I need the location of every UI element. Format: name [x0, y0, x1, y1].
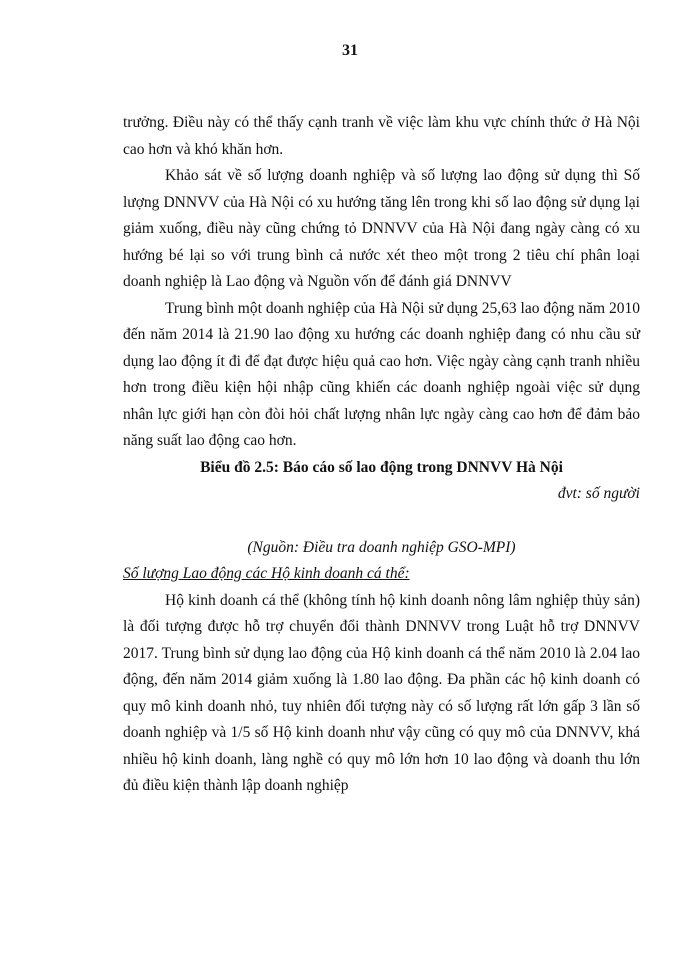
- figure-caption: Biểu đồ 2.5: Báo cáo số lao động trong DNNVV Hà Nội: [200, 458, 563, 476]
- paragraph-2: Khảo sát về số lượng doanh nghiệp và số lượng lao động sử dụng thì Số lượng DNNVV của Hà Nội có xu hướng tăng lên trong khi số lao động sử dụng lại giảm xuống, điều này cũng chứng tỏ DNNVV của Hà Nội đang ngày càng có xu hướng bé lại so với trung bình cả nước xét theo một trong 2 tiêu chí phân loại doanh nghiệp là Lao động và Nguồn vốn để đánh giá DNNVV: [123, 167, 640, 290]
- page-number: 31: [342, 42, 358, 59]
- paragraph-4: Hộ kinh doanh cá thể (không tính hộ kinh doanh nông lâm nghiệp thủy sản) là đối tượng được hỗ trợ chuyển đổi thành DNNVV trong Luật hỗ trợ DNNVV 2017. Trung bình sử dụng lao động của Hộ kinh doanh cá thể năm 2010 là 2.04 lao động, đến năm 2014 giảm xuống là 1.80 lao động. Đa phần các hộ kinh doanh có quy mô kinh doanh nhỏ, tuy nhiên đối tượng này có số lượng rất lớn gấp 3 lần số doanh nghiệp và 1/5 số Hộ kinh doanh như vậy cũng có quy mô của DNNVV, khá nhiều hộ kinh doanh, làng nghề có quy mô lớn hơn 10 lao động và doanh thu lớn đủ điều kiện thành lập doanh nghiệp: [123, 591, 640, 794]
- body-text: [123, 110, 640, 800]
- figure-unit: đvt: số người: [557, 485, 640, 502]
- figure-source: (Nguồn: Điều tra doanh nghiệp GSO-MPI): [247, 538, 516, 556]
- section-subheading: Số lượng Lao động các Hộ kinh doanh cá thể:: [123, 565, 410, 582]
- paragraph-1: trưởng. Điều này có thể thấy cạnh tranh về việc làm khu vực chính thức ở Hà Nội cao hơn và khó khăn hơn.: [123, 114, 640, 158]
- figure-placeholder: [123, 508, 640, 535]
- paragraph-3: Trung bình một doanh nghiệp của Hà Nội sử dụng 25,63 lao động năm 2010 đến năm 2014 là 21.90 lao động xu hướng các doanh nghiệp đang có nhu cầu sử dụng lao động ít đi để đạt được hiệu quả cao hơn. Việc ngày càng cạnh tranh nhiều hơn trong điều kiện hội nhập cũng khiến các doanh nghiệp ngoài việc sử dụng nhân lực giới hạn còn đòi hỏi chất lượng nhân lực ngày càng cao hơn để đảm bảo năng suất lao động cao hơn.: [123, 299, 640, 449]
